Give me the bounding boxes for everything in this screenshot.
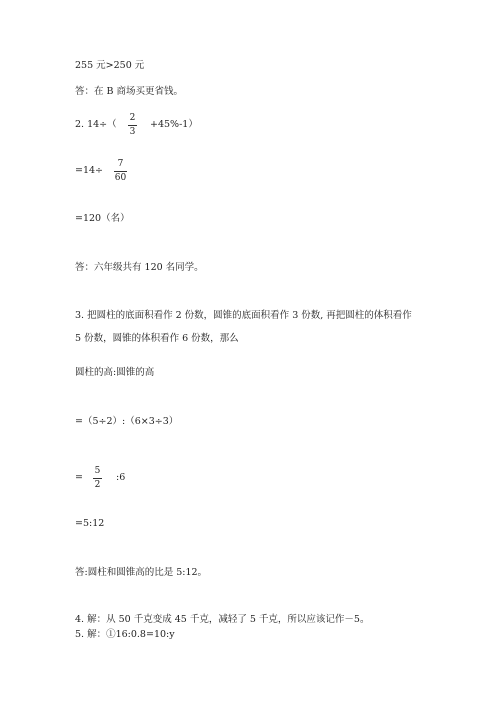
problem-4-line: 4. 解：从 50 千克变成 45 千克，减轻了 5 千克，所以应该记作－5。 [75, 614, 370, 625]
problem-2-suffix: +45%-1） [150, 119, 198, 130]
problem-2-line [75, 119, 117, 131]
ratio-step-equals: = [75, 472, 83, 483]
fraction-denominator: 3 [129, 127, 136, 137]
fraction-bar [128, 125, 137, 126]
step-14-div: =14÷ [75, 165, 104, 176]
ratio-expression-line: =（5÷2）:（6×3÷3） [75, 416, 179, 427]
result-120-line: =120（名） [75, 213, 130, 224]
fraction-denominator: 60 [114, 173, 127, 183]
problem-2-prefix: 2. 14÷（ [75, 119, 117, 130]
fraction-5-2 [93, 466, 102, 491]
fraction-bar [93, 478, 102, 479]
price-comparison-line: 255 元>250 元 [75, 60, 145, 71]
fraction-numerator: 5 [94, 466, 101, 476]
height-ratio-label: 圆柱的高:圆锥的高 [75, 367, 155, 378]
problem-5-line: 5. 解：①16:0.8=10:y [75, 629, 175, 640]
fraction-denominator: 2 [94, 480, 101, 490]
problem-3-line-1: 3. 把圆柱的底面积看作 2 份数，圆锥的底面积看作 3 份数, 再把圆柱的体积看作 [75, 310, 412, 321]
fraction-numerator: 2 [129, 113, 136, 123]
ratio-result-line: =5:12 [75, 518, 105, 529]
answer-line-2: 答：六年级共有 120 名同学。 [75, 262, 204, 273]
fraction-bar [114, 171, 127, 172]
ratio-step-suffix: :6 [116, 472, 126, 483]
fraction-7-60 [114, 159, 127, 184]
answer-line-1: 答：在 B 商场买更省钱。 [75, 86, 184, 97]
problem-3-line-2: 5 份数，圆锥的体积看作 6 份数，那么 [75, 333, 239, 344]
answer-line-3: 答:圆柱和圆锥高的比是 5:12。 [75, 567, 208, 578]
fraction-numerator: 7 [117, 159, 124, 169]
fraction-2-3 [128, 113, 137, 138]
